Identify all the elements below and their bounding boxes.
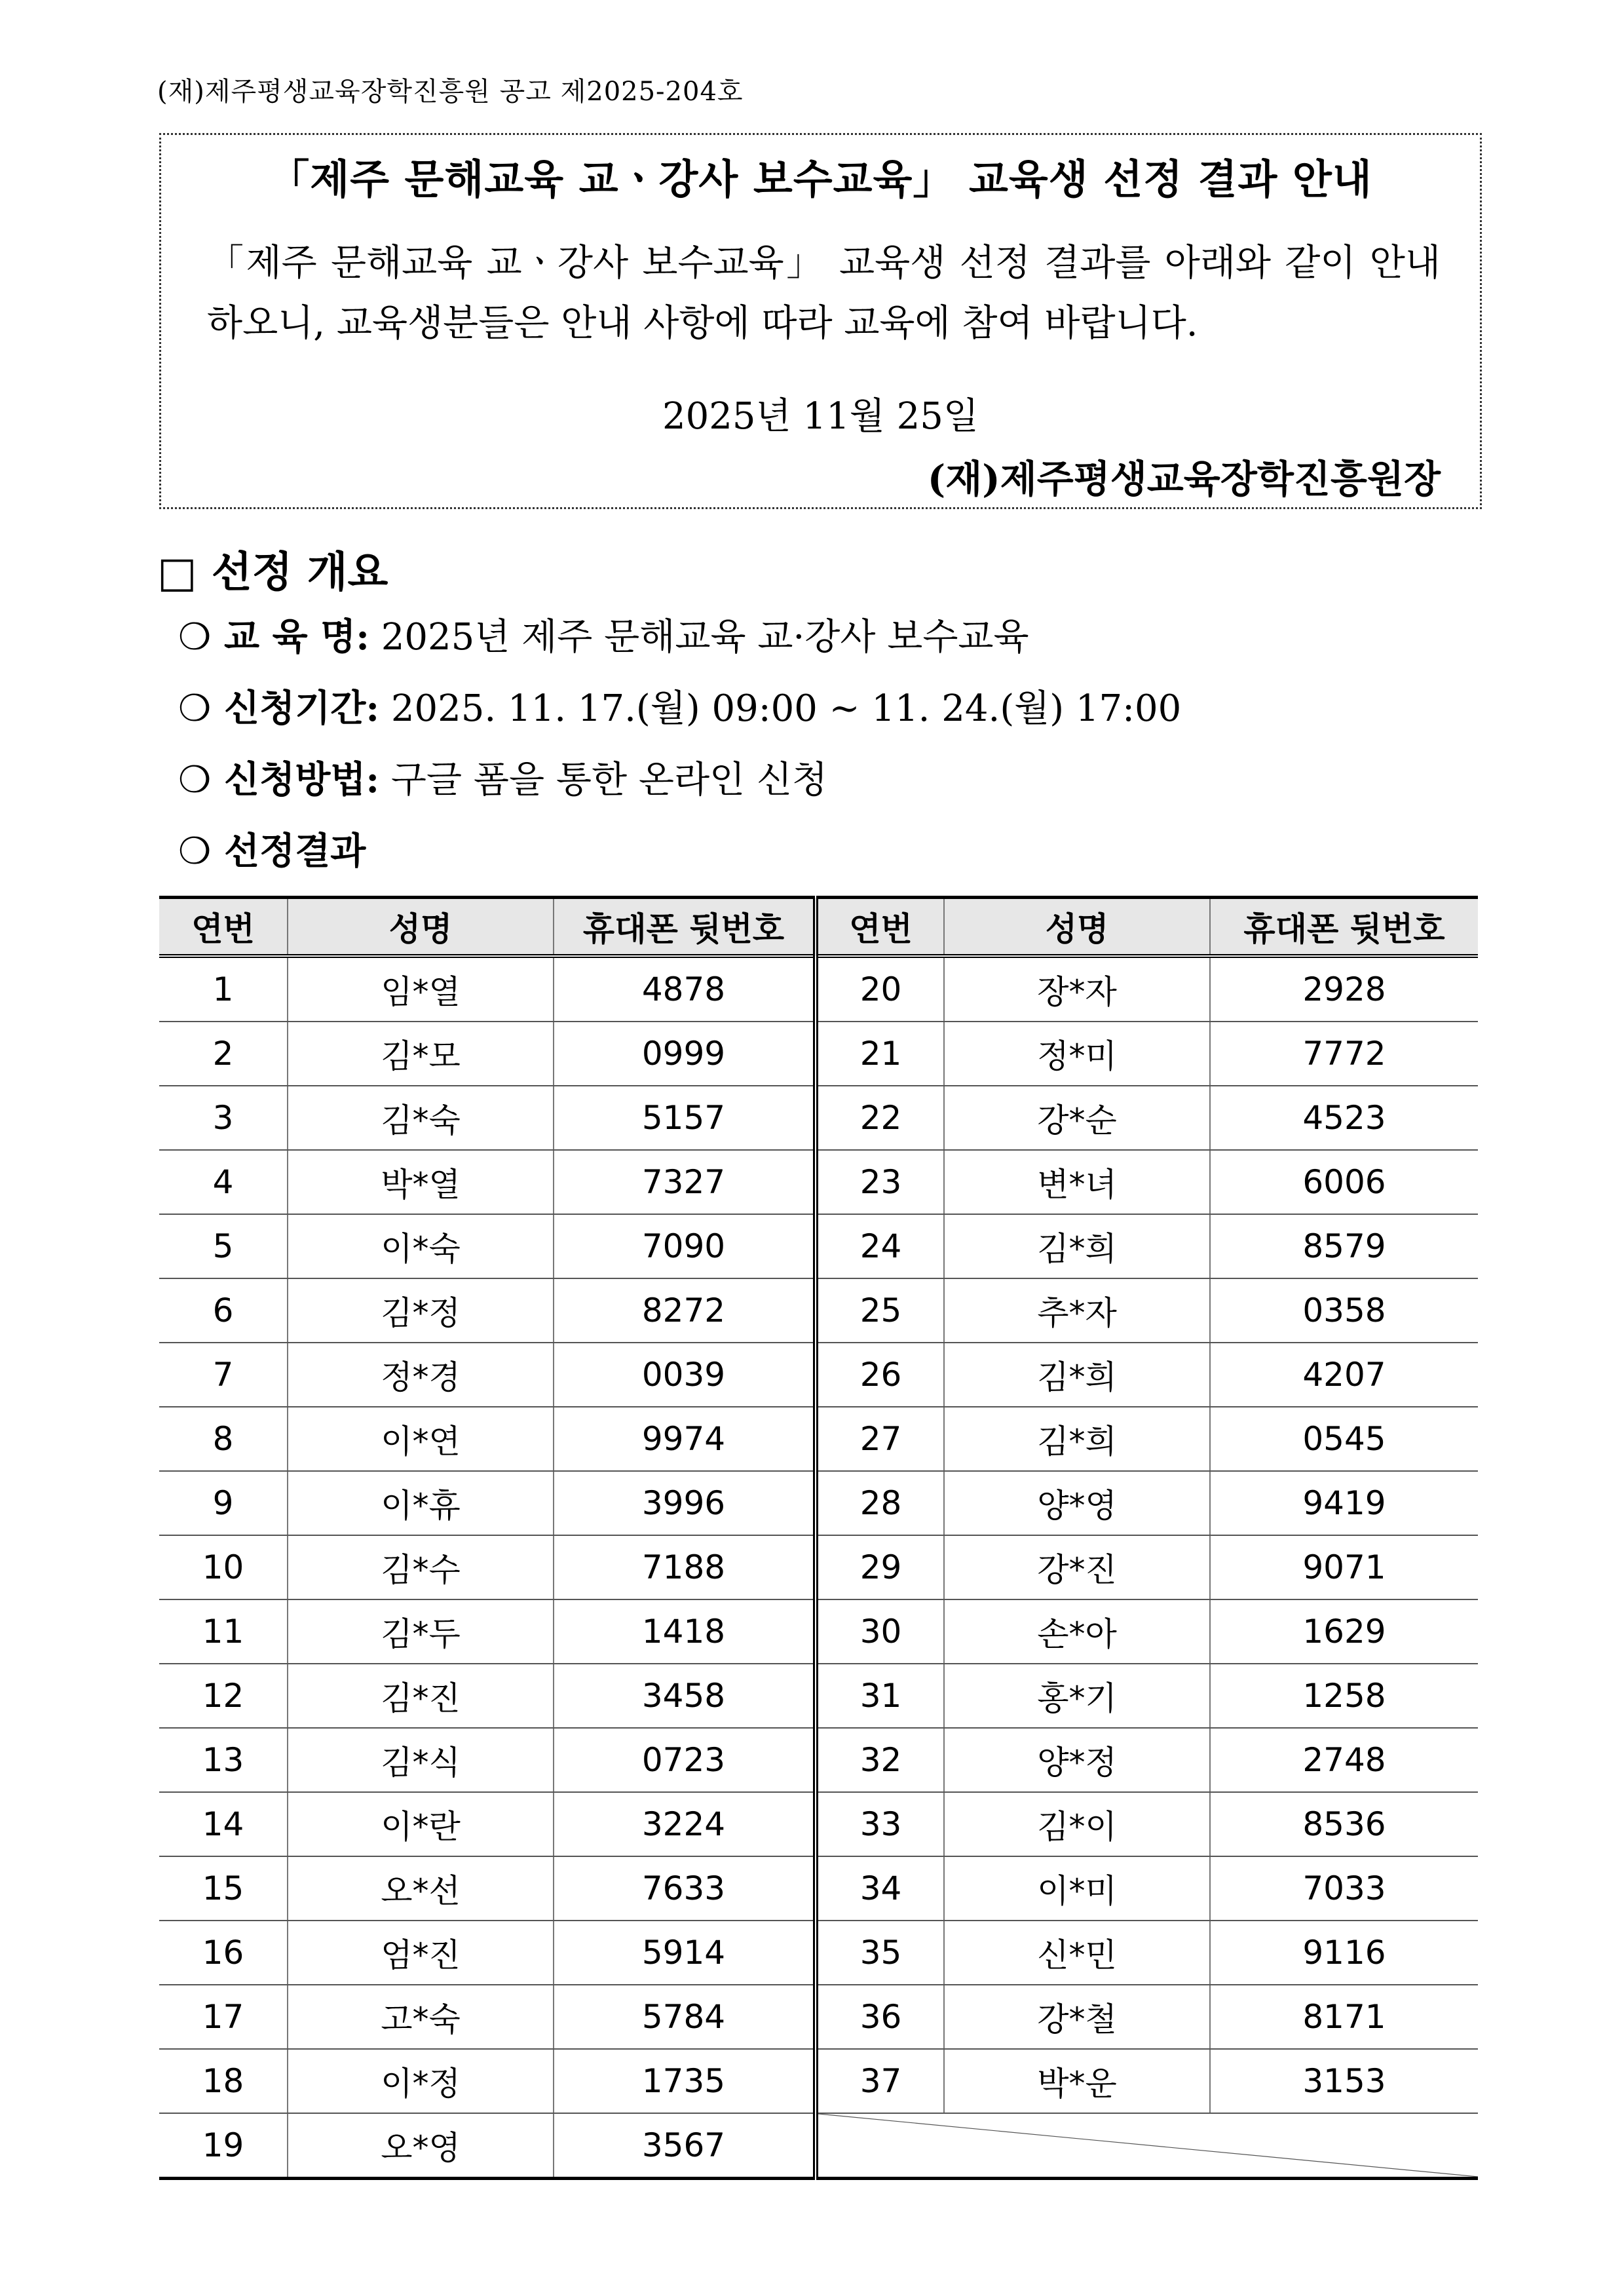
- cell-number: 32: [816, 1728, 944, 1792]
- table-row: [159, 1664, 1478, 1728]
- notice-organization: (재)제주평생교육장학진흥원장: [927, 457, 1441, 501]
- cell-number: 7: [159, 1343, 288, 1407]
- cell-number: 25: [816, 1278, 944, 1343]
- cell-number: 27: [816, 1407, 944, 1471]
- table-row: [159, 1343, 1478, 1407]
- cell-name: 김*모: [288, 1022, 554, 1086]
- cell-phone: 9116: [1210, 1921, 1478, 1985]
- cell-phone: 8171: [1210, 1985, 1478, 2049]
- cell-number: 29: [816, 1535, 944, 1599]
- cell-number: 6: [159, 1278, 288, 1343]
- cell-phone: 7090: [554, 1214, 816, 1278]
- cell-number: 10: [159, 1535, 288, 1599]
- table-row: [159, 1535, 1478, 1599]
- cell-phone: 7188: [554, 1535, 816, 1599]
- cell-number: 36: [816, 1985, 944, 2049]
- cell-phone: 1735: [554, 2049, 816, 2113]
- cell-phone: 8536: [1210, 1792, 1478, 1856]
- cell-phone: 7633: [554, 1856, 816, 1921]
- cell-name: 엄*진: [288, 1921, 554, 1985]
- empty-diagonal-cell: [816, 2113, 1478, 2179]
- cell-number: 31: [816, 1664, 944, 1728]
- table-row: [159, 956, 1478, 1022]
- cell-number: 33: [816, 1792, 944, 1856]
- circle-bullet-icon: ❍: [178, 830, 212, 873]
- cell-phone: 2748: [1210, 1728, 1478, 1792]
- table-row: [159, 1792, 1478, 1856]
- cell-name: 김*이: [944, 1792, 1210, 1856]
- cell-phone: 5914: [554, 1921, 816, 1985]
- table-row: [159, 2049, 1478, 2113]
- cell-phone: 1258: [1210, 1664, 1478, 1728]
- table-row: [159, 1985, 1478, 2049]
- table-row: [159, 1407, 1478, 1471]
- cell-number: 9: [159, 1471, 288, 1535]
- cell-name: 김*수: [288, 1535, 554, 1599]
- overview-label: 교 육 명:: [224, 615, 369, 659]
- cell-name: 양*영: [944, 1471, 1210, 1535]
- cell-phone: 5784: [554, 1985, 816, 2049]
- cell-name: 박*운: [944, 2049, 1210, 2113]
- cell-name: 홍*기: [944, 1664, 1210, 1728]
- cell-number: 23: [816, 1150, 944, 1214]
- cell-number: 26: [816, 1343, 944, 1407]
- cell-phone: 6006: [1210, 1150, 1478, 1214]
- cell-phone: 3567: [554, 2113, 816, 2179]
- cell-phone: 8272: [554, 1278, 816, 1343]
- cell-phone: 3224: [554, 1792, 816, 1856]
- cell-name: 김*희: [944, 1343, 1210, 1407]
- cell-name: 정*경: [288, 1343, 554, 1407]
- cell-number: 21: [816, 1022, 944, 1086]
- cell-number: 12: [159, 1664, 288, 1728]
- cell-name: 강*진: [944, 1535, 1210, 1599]
- cell-phone: 1418: [554, 1599, 816, 1664]
- cell-number: 13: [159, 1728, 288, 1792]
- cell-name: 박*열: [288, 1150, 554, 1214]
- cell-phone: 4207: [1210, 1343, 1478, 1407]
- cell-phone: 1629: [1210, 1599, 1478, 1664]
- cell-phone: 7327: [554, 1150, 816, 1214]
- cell-number: 30: [816, 1599, 944, 1664]
- cell-phone: 0723: [554, 1728, 816, 1792]
- overview-label: 신청기간:: [224, 687, 380, 730]
- cell-phone: 0358: [1210, 1278, 1478, 1343]
- cell-phone: 3458: [554, 1664, 816, 1728]
- table-row: [159, 1150, 1478, 1214]
- cell-number: 4: [159, 1150, 288, 1214]
- header-name: 성명: [944, 898, 1210, 957]
- cell-phone: 7033: [1210, 1856, 1478, 1921]
- cell-name: 정*미: [944, 1022, 1210, 1086]
- circle-bullet-icon: ❍: [178, 687, 212, 730]
- overview-value: 2025. 11. 17.(월) 09:00 ~ 11. 24.(월) 17:00: [390, 687, 1182, 730]
- cell-phone: 9419: [1210, 1471, 1478, 1535]
- cell-number: 24: [816, 1214, 944, 1278]
- cell-name: 김*희: [944, 1214, 1210, 1278]
- notice-title: 「제주 문해교육 교ㆍ강사 보수교육」 교육생 선정 결과 안내: [269, 155, 1372, 203]
- table-row: [159, 2113, 1478, 2179]
- cell-number: 34: [816, 1856, 944, 1921]
- header-phone: 휴대폰 뒷번호: [1210, 898, 1478, 957]
- cell-number: 18: [159, 2049, 288, 2113]
- table-row: [159, 1086, 1478, 1150]
- cell-name: 김*식: [288, 1728, 554, 1792]
- cell-name: 장*자: [944, 956, 1210, 1022]
- cell-phone: 3153: [1210, 2049, 1478, 2113]
- cell-phone: 0545: [1210, 1407, 1478, 1471]
- table-row: [159, 1022, 1478, 1086]
- cell-name: 이*숙: [288, 1214, 554, 1278]
- overview-item-course: [178, 608, 1029, 660]
- cell-name: 변*녀: [944, 1150, 1210, 1214]
- overview-label: 선정결과: [224, 830, 366, 873]
- notice-box: [159, 133, 1482, 509]
- cell-number: 14: [159, 1792, 288, 1856]
- cell-name: 김*숙: [288, 1086, 554, 1150]
- cell-number: 28: [816, 1471, 944, 1535]
- cell-number: 1: [159, 956, 288, 1022]
- cell-name: 추*자: [944, 1278, 1210, 1343]
- section-title: □ 선정 개요: [157, 548, 388, 597]
- cell-phone: 2928: [1210, 956, 1478, 1022]
- cell-number: 3: [159, 1086, 288, 1150]
- cell-name: 이*정: [288, 2049, 554, 2113]
- overview-item-period: [178, 679, 1181, 732]
- cell-name: 이*란: [288, 1792, 554, 1856]
- table-row: [159, 1728, 1478, 1792]
- cell-phone: 0999: [554, 1022, 816, 1086]
- cell-name: 김*두: [288, 1599, 554, 1664]
- table-header-row: [159, 898, 1478, 957]
- cell-name: 강*순: [944, 1086, 1210, 1150]
- cell-name: 양*정: [944, 1728, 1210, 1792]
- cell-phone: 9071: [1210, 1535, 1478, 1599]
- cell-name: 오*선: [288, 1856, 554, 1921]
- cell-name: 김*희: [944, 1407, 1210, 1471]
- overview-value: 2025년 제주 문해교육 교·강사 보수교육: [381, 616, 1029, 659]
- cell-phone: 0039: [554, 1343, 816, 1407]
- header-number: 연번: [816, 898, 944, 957]
- selection-result-table: [159, 896, 1478, 2180]
- cell-number: 5: [159, 1214, 288, 1278]
- header-name: 성명: [288, 898, 554, 957]
- cell-name: 오*영: [288, 2113, 554, 2179]
- notice-body: 「제주 문해교육 교ㆍ강사 보수교육」 교육생 선정 결과를 아래와 같이 안내하오니, 교육생분들은 안내 사항에 따라 교육에 참여 바랍니다.: [207, 242, 1441, 345]
- cell-number: 19: [159, 2113, 288, 2179]
- table-row: [159, 1214, 1478, 1278]
- cell-name: 강*철: [944, 1985, 1210, 2049]
- circle-bullet-icon: ❍: [178, 616, 212, 659]
- cell-number: 8: [159, 1407, 288, 1471]
- cell-name: 김*정: [288, 1278, 554, 1343]
- table-row: [159, 1921, 1478, 1985]
- cell-phone: 4878: [554, 956, 816, 1022]
- cell-name: 손*아: [944, 1599, 1210, 1664]
- circle-bullet-icon: ❍: [178, 759, 212, 801]
- cell-number: 20: [816, 956, 944, 1022]
- cell-phone: 9974: [554, 1407, 816, 1471]
- cell-number: 35: [816, 1921, 944, 1985]
- overview-label: 신청방법:: [224, 758, 380, 801]
- overview-item-result: [178, 822, 366, 875]
- cell-name: 임*열: [288, 956, 554, 1022]
- cell-phone: 5157: [554, 1086, 816, 1150]
- document-number: (재)제주평생교육장학진흥원 공고 제2025-204호: [157, 77, 744, 107]
- cell-name: 이*연: [288, 1407, 554, 1471]
- cell-phone: 4523: [1210, 1086, 1478, 1150]
- cell-name: 이*미: [944, 1856, 1210, 1921]
- overview-value: 구글 폼을 통한 온라인 신청: [390, 759, 828, 801]
- cell-name: 김*진: [288, 1664, 554, 1728]
- table-row: [159, 1278, 1478, 1343]
- header-phone: 휴대폰 뒷번호: [554, 898, 816, 957]
- cell-name: 신*민: [944, 1921, 1210, 1985]
- cell-number: 2: [159, 1022, 288, 1086]
- table-row: [159, 1856, 1478, 1921]
- overview-item-method: [178, 751, 827, 803]
- cell-name: 고*숙: [288, 1985, 554, 2049]
- table-row: [159, 1471, 1478, 1535]
- cell-name: 이*휴: [288, 1471, 554, 1535]
- table-row: [159, 1599, 1478, 1664]
- cell-number: 16: [159, 1921, 288, 1985]
- cell-number: 37: [816, 2049, 944, 2113]
- header-number: 연번: [159, 898, 288, 957]
- notice-date: 2025년 11월 25일: [662, 395, 979, 438]
- cell-number: 22: [816, 1086, 944, 1150]
- cell-number: 17: [159, 1985, 288, 2049]
- cell-phone: 7772: [1210, 1022, 1478, 1086]
- cell-number: 11: [159, 1599, 288, 1664]
- cell-phone: 3996: [554, 1471, 816, 1535]
- cell-phone: 8579: [1210, 1214, 1478, 1278]
- cell-number: 15: [159, 1856, 288, 1921]
